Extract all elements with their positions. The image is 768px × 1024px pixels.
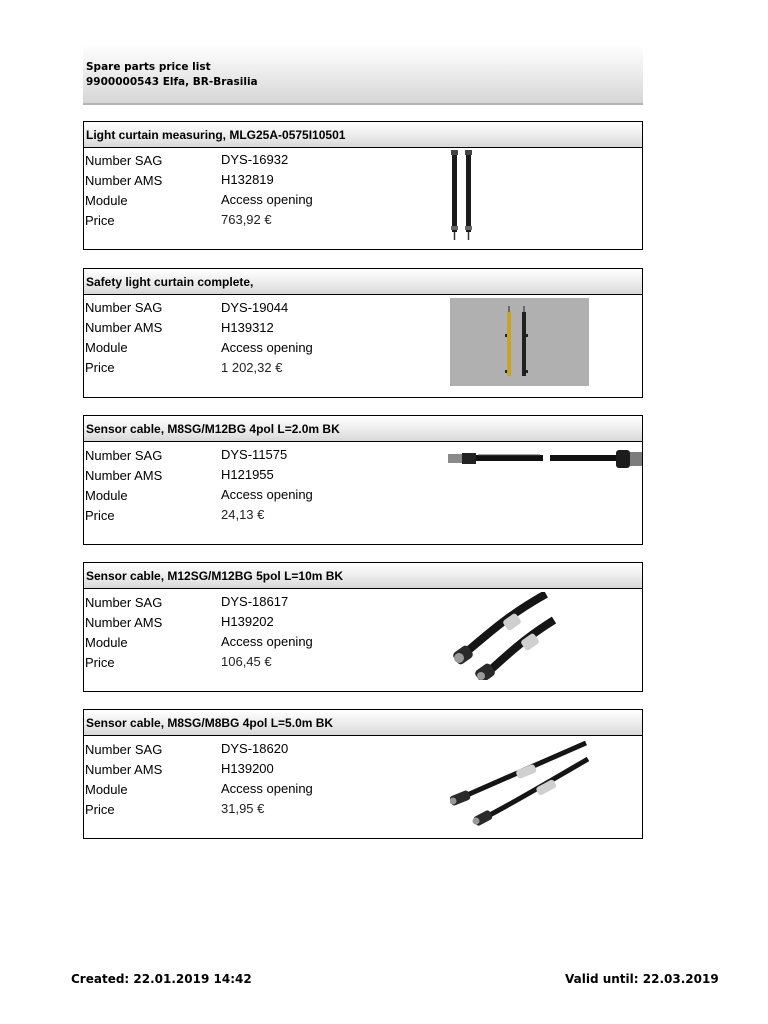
number-ams-value: H139200 (221, 761, 274, 776)
number-sag-label: Number SAG (85, 153, 163, 168)
module-value: Access opening (221, 634, 313, 649)
number-sag-label: Number SAG (85, 595, 163, 610)
number-ams-label: Number AMS (85, 615, 163, 630)
price-value: 763,92 € (221, 212, 272, 227)
number-sag-label: Number SAG (85, 300, 163, 315)
product-card (83, 562, 643, 692)
number-ams-value: H132819 (221, 172, 274, 187)
product-card (83, 415, 643, 545)
price-value: 24,13 € (221, 507, 265, 522)
product-title: Sensor cable, M8SG/M12BG 4pol L=2.0m BK (84, 416, 642, 442)
module-label: Module (85, 488, 128, 503)
number-sag-value: DYS-11575 (221, 447, 288, 462)
module-label: Module (85, 340, 128, 355)
product-title: Safety light curtain complete, (84, 269, 642, 295)
number-ams-value: H121955 (221, 467, 274, 482)
sensor-cable-pair-thin-image (450, 741, 590, 827)
number-ams-label: Number AMS (85, 320, 163, 335)
sensor-cable-pair-image (450, 592, 556, 680)
sensor-cable-image (448, 446, 642, 472)
safety-light-curtain-image (450, 298, 589, 386)
created-date: Created: 22.01.2019 14:42 (71, 972, 252, 986)
price-value: 106,45 € (221, 654, 272, 669)
price-label: Price (85, 508, 115, 523)
number-ams-label: Number AMS (85, 173, 163, 188)
number-ams-label: Number AMS (85, 762, 163, 777)
module-value: Access opening (221, 340, 313, 355)
price-label: Price (85, 360, 115, 375)
product-title: Light curtain measuring, MLG25A-0575I10501 (84, 122, 642, 148)
price-value: 31,95 € (221, 801, 265, 816)
number-ams-value: H139202 (221, 614, 274, 629)
number-sag-label: Number SAG (85, 448, 163, 463)
module-label: Module (85, 193, 128, 208)
light-curtain-image (446, 150, 478, 240)
module-label: Module (85, 782, 128, 797)
number-ams-label: Number AMS (85, 468, 163, 483)
module-value: Access opening (221, 192, 313, 207)
price-value: 1 202,32 € (221, 360, 283, 375)
number-sag-value: DYS-19044 (221, 300, 289, 315)
valid-until-date: Valid until: 22.03.2019 (565, 972, 719, 986)
price-label: Price (85, 802, 115, 817)
number-sag-value: DYS-18620 (221, 741, 289, 756)
module-value: Access opening (221, 487, 313, 502)
number-ams-value: H139312 (221, 320, 274, 335)
module-value: Access opening (221, 781, 313, 796)
product-title: Sensor cable, M8SG/M8BG 4pol L=5.0m BK (84, 710, 642, 736)
product-title: Sensor cable, M12SG/M12BG 5pol L=10m BK (84, 563, 642, 589)
module-label: Module (85, 635, 128, 650)
product-card (83, 268, 643, 398)
document-header (83, 45, 643, 105)
number-sag-value: DYS-16932 (221, 152, 289, 167)
product-card (83, 121, 643, 250)
number-sag-value: DYS-18617 (221, 594, 289, 609)
document-title: Spare parts price list (86, 61, 211, 73)
price-label: Price (85, 655, 115, 670)
number-sag-label: Number SAG (85, 742, 163, 757)
product-card (83, 709, 643, 839)
price-label: Price (85, 213, 115, 228)
document-subtitle: 9900000543 Elfa, BR-Brasilia (86, 76, 258, 88)
